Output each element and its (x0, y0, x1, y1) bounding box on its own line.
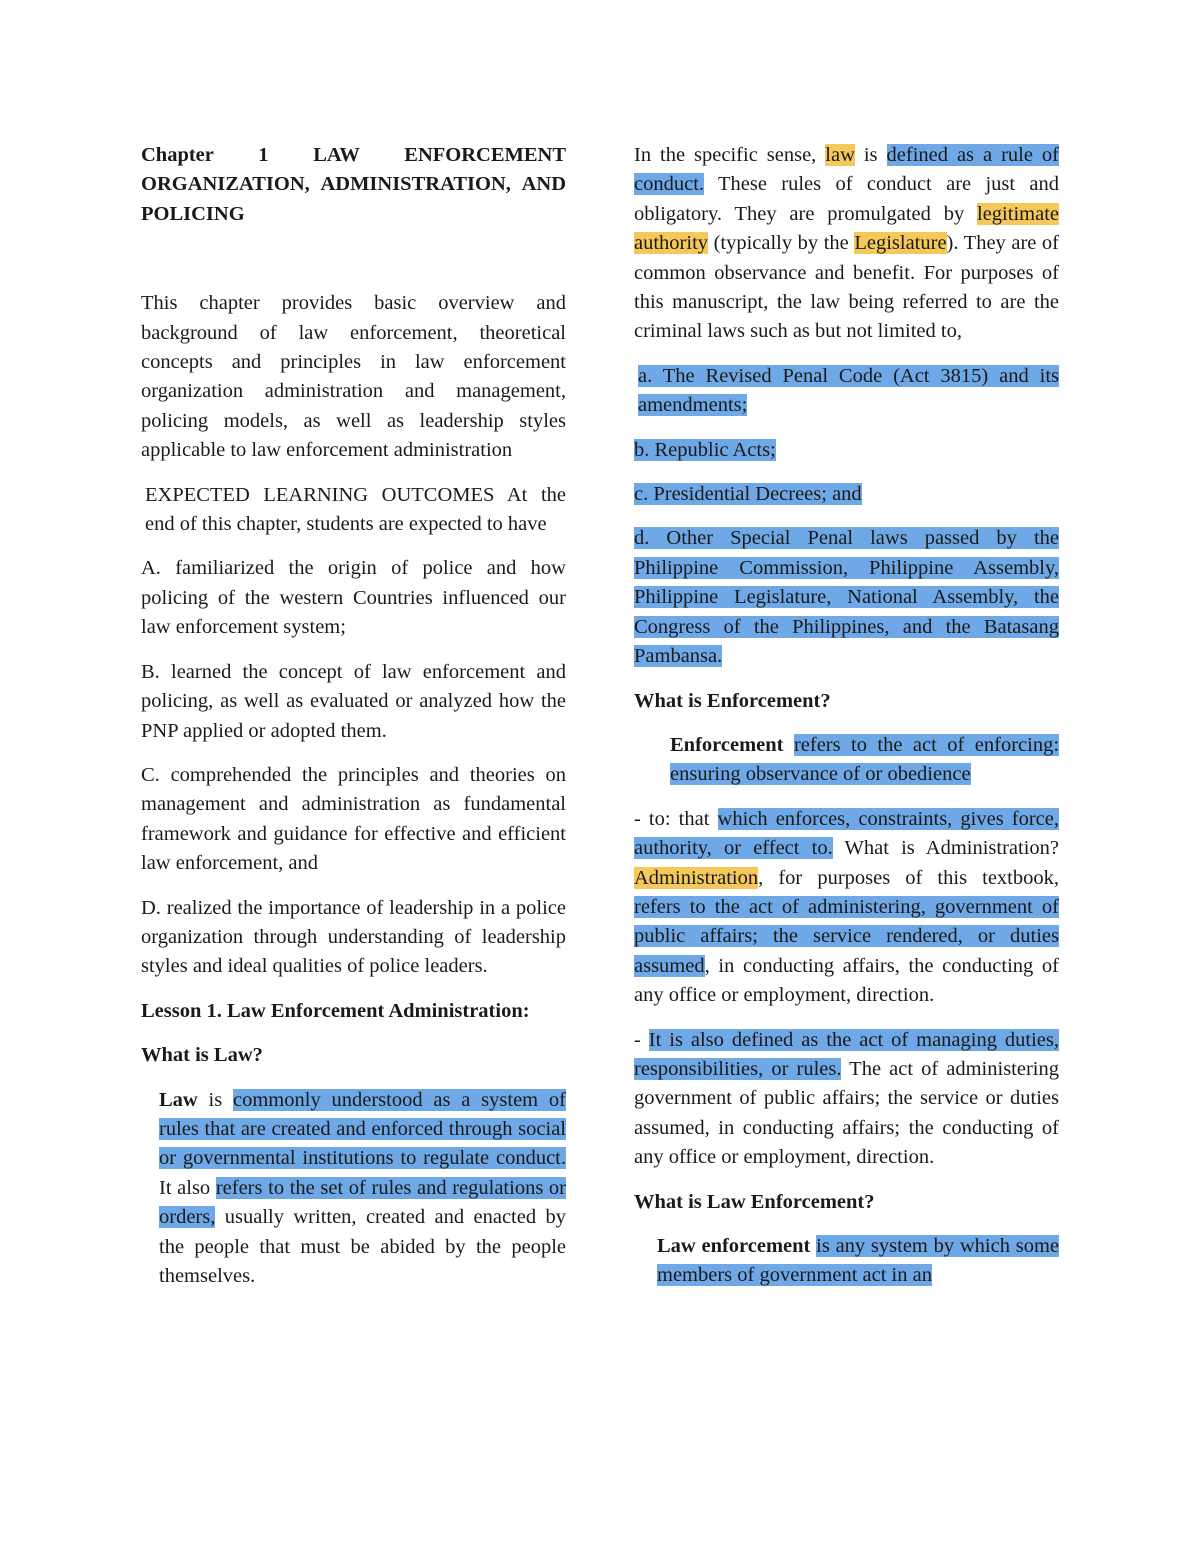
penal-law-item-b-text: b. Republic Acts; (634, 438, 776, 461)
law-highlight-1: commonly understood as a system of rules that are created and enforced through social or governmental institutions to regulate conduct. (159, 1088, 566, 1170)
administering-highlight: refers to the act of administering, government of public affairs; the service rendered, or duties assumed (634, 895, 1059, 977)
enforcement-highlight: refers to the act of enforcing: ensuring observance of or obedience (670, 733, 1060, 786)
law-enforcement-term: Law enforcement (657, 1235, 811, 1257)
law-term: Law (159, 1088, 198, 1111)
law-enforcement-definition-paragraph (634, 1232, 1059, 1291)
what-is-enforcement-heading: What is Enforcement? (634, 689, 831, 712)
penal-law-item-d-text: d. Other Special Penal laws passed by the Philippine Commission, Philippine Assembly, Philippine Legislature, National Assembly, the Congress of the Philippines, and the Batasang Pambansa. (634, 527, 1059, 668)
legitimate-authority-keyword: legitimate authority (634, 202, 1059, 255)
penal-law-item-b (634, 436, 1059, 465)
penal-law-item-c (634, 480, 1059, 509)
law-text-1: is (197, 1088, 234, 1111)
administration-keyword: Administration (634, 866, 759, 889)
admin-text-4: , in conducting affairs, the conducting of any office or employment, direction. (634, 954, 1059, 1007)
lesson-heading: Lesson 1. Law Enforcement Administration: (141, 999, 530, 1022)
chapter-intro: This chapter provides basic overview and background of law enforcement, theoretical concepts and principles in law enforcement organization administration and management, policing models, as well as leadership styles applicable to law enforcement administration (141, 292, 566, 462)
rule-of-conduct-highlight: defined as a rule of conduct. (634, 144, 1059, 196)
chapter-title: Chapter 1 LAW ENFORCEMENT ORGANIZATION, ADMINISTRATION, AND POLICING (141, 144, 566, 225)
outcome-item-c: C. comprehended the principles and theories on management and administration as fundamental framework and guidance for effective and efficient law enforcement, and (141, 763, 566, 875)
law-keyword: law (825, 144, 855, 166)
left-column (141, 141, 566, 1306)
also-defined-paragraph (634, 1026, 1059, 1173)
admin-text-2: What is Administration? (832, 837, 1059, 860)
outcome-item-a: A. familiarized the origin of police and how policing of the western Countries influenced our law enforcement system; (141, 557, 566, 639)
also-text-2: The act of administering government of public affairs; the service or duties assumed, in conducting affairs; the conducting of any office or employment, direction. (634, 1057, 1059, 1169)
penal-law-item-d (634, 524, 1059, 671)
learning-outcomes-intro: EXPECTED LEARNING OUTCOMES At the end of this chapter, students are expected to have (145, 483, 566, 536)
law-definition-paragraph (141, 1086, 566, 1292)
what-is-law-heading: What is Law? (141, 1044, 263, 1067)
specific-text-1: In the specific sense, (634, 144, 826, 166)
right-column (634, 141, 1059, 1306)
enforcement-definition-paragraph (634, 731, 1059, 790)
specific-text-4: (typically by the (708, 232, 855, 255)
admin-text-3: , for purposes of this textbook, (758, 866, 1059, 889)
admin-text-1: - to: that (634, 807, 718, 830)
penal-law-item-c-text: c. Presidential Decrees; and (634, 483, 862, 506)
managing-duties-highlight: It is also defined as the act of managing duties, responsibilities, or rules. (634, 1028, 1059, 1080)
law-enforcement-highlight: is any system by which some members of government act in an (657, 1235, 1060, 1287)
law-text-2: It also (159, 1176, 216, 1199)
specific-text-5: ). They are of common observance and benefit. For purposes of this manuscript, the law being referred to are the criminal laws such as but not limited to, (634, 232, 1059, 343)
outcome-item-d: D. realized the importance of leadership in a police organization through understanding of leadership styles and ideal qualities of police leaders. (141, 896, 566, 978)
legislature-keyword: Legislature (854, 232, 947, 255)
enforcement-text-1 (783, 734, 793, 756)
what-is-law-enforcement-heading: What is Law Enforcement? (634, 1190, 875, 1213)
enforces-highlight: which enforces, constraints, gives force, authority, or effect to. (634, 807, 1060, 860)
specific-text-3: These rules of conduct are just and obligatory. They are promulgated by (634, 173, 1059, 225)
outcome-item-b: B. learned the concept of law enforcement and policing, as well as evaluated or analyzed how the PNP applied or adopted them. (141, 660, 566, 742)
penal-law-item-a (634, 362, 1059, 421)
administration-paragraph (634, 805, 1059, 1011)
enforcement-term: Enforcement (670, 733, 784, 756)
specific-text-2: is (854, 144, 887, 166)
also-text-1: - (634, 1028, 649, 1051)
law-highlight-2: refers to the set of rules and regulations or orders, (159, 1176, 567, 1229)
law-text-3: usually written, created and enacted by the people that must be abided by the people themselves. (159, 1206, 566, 1287)
penal-law-item-a-text: a. The Revised Penal Code (Act 3815) and its amendments; (638, 364, 1059, 417)
specific-sense-paragraph (634, 141, 1059, 347)
